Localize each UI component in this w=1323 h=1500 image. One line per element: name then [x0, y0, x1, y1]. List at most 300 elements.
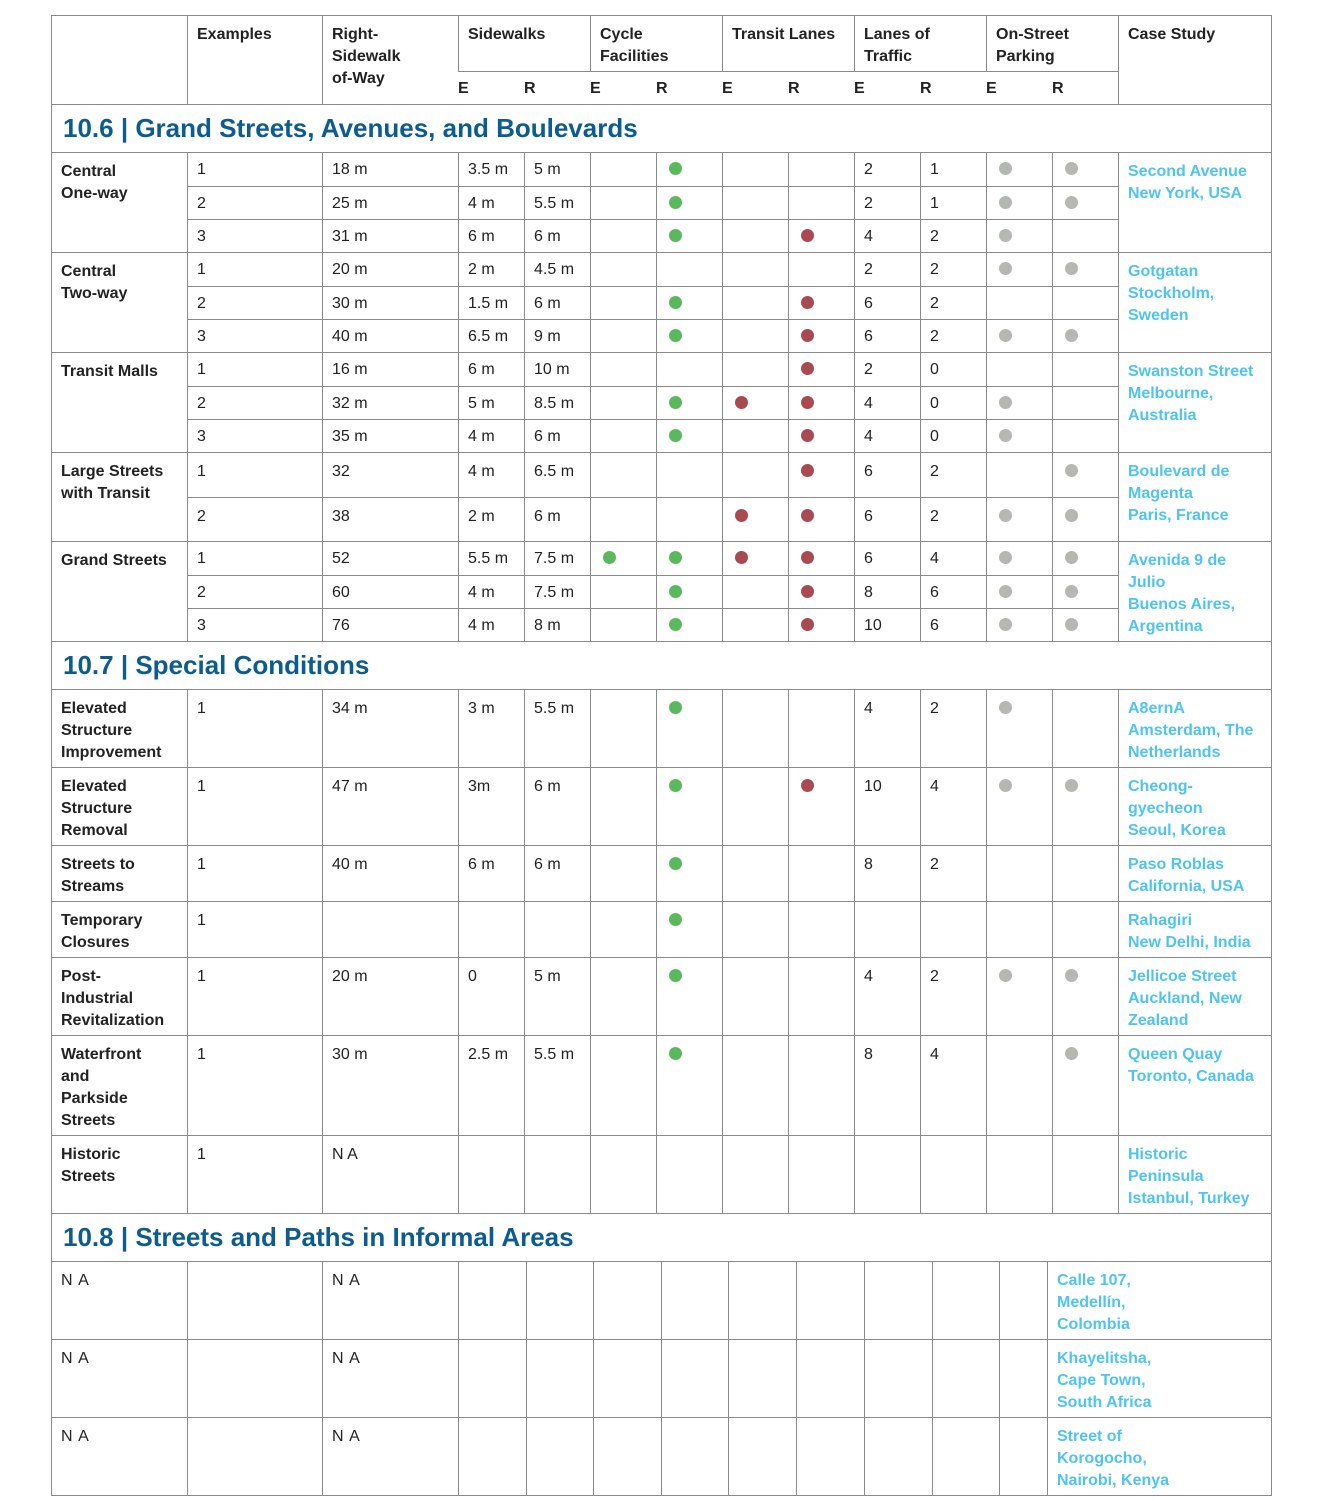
cell-pk-r	[1052, 846, 1118, 901]
cell-pk-e	[986, 319, 1052, 352]
cell-ln-e: 6	[854, 542, 920, 575]
cell-tr-e	[722, 419, 788, 452]
cell-empty	[932, 1418, 999, 1495]
cell-sw-r: 6 m	[524, 419, 590, 452]
case-study-link[interactable]: Calle 107, Medellín, Colombia	[1047, 1262, 1202, 1339]
cell-sw-e: 6.5 m	[458, 319, 524, 352]
cell-row: 35 m	[322, 419, 458, 452]
street-type-label: Central One-way	[61, 163, 128, 202]
cell-tr-r	[788, 497, 854, 541]
cell-empty	[999, 1418, 1047, 1495]
case-study-link[interactable]: Jellicoe Street Auckland, New Zealand	[1118, 958, 1273, 1035]
cell-pk-e	[986, 153, 1052, 186]
cell-sw-r: 5 m	[524, 153, 590, 186]
cell-pk-r	[1052, 453, 1118, 497]
cell-sw-r: 7.5 m	[524, 575, 590, 608]
cell-sw-e: 6 m	[458, 219, 524, 252]
cell-empty	[661, 1418, 728, 1495]
cell-ln-e: 6	[854, 319, 920, 352]
gray-dot-icon	[1065, 551, 1078, 564]
red-dot-icon	[801, 429, 814, 442]
street-type-label: Temporary Closures	[61, 912, 143, 951]
cell-sw-r: 4.5 m	[524, 253, 590, 286]
cell-tr-r	[788, 319, 854, 352]
red-dot-icon	[801, 396, 814, 409]
cell-pk-e	[986, 453, 1052, 497]
cell-sw-e: 4 m	[458, 419, 524, 452]
street-type-label: N A	[61, 1428, 90, 1445]
cell-cy-r	[656, 542, 722, 575]
red-dot-icon	[735, 396, 748, 409]
header-redesigned: R	[1052, 71, 1118, 104]
gray-dot-icon	[1065, 779, 1078, 792]
case-study-link[interactable]: Queen Quay Toronto, Canada	[1118, 1036, 1273, 1135]
cell-pk-r	[1052, 319, 1118, 352]
green-dot-icon	[669, 701, 682, 714]
cell-cy-e	[590, 608, 656, 641]
cell-empty	[796, 1418, 864, 1495]
cell-cy-r	[656, 575, 722, 608]
green-dot-icon	[669, 229, 682, 242]
cell-pk-e	[986, 353, 1052, 386]
cell-row: N A	[322, 1418, 458, 1495]
red-dot-icon	[801, 296, 814, 309]
cell-empty	[864, 1418, 932, 1495]
cell-cy-e	[590, 1036, 656, 1135]
cell-cy-e	[590, 453, 656, 497]
green-dot-icon	[669, 396, 682, 409]
cell-ex: 1	[187, 353, 322, 386]
street-type-label: Grand Streets	[61, 552, 167, 569]
cell-cy-r	[656, 419, 722, 452]
header-on-street-parking: On-Street Parking	[986, 16, 1118, 71]
cell-sw-e: 5.5 m	[458, 542, 524, 575]
cell-cy-r	[656, 186, 722, 219]
cell-cy-e	[590, 353, 656, 386]
cell-cy-e	[590, 219, 656, 252]
case-study-link[interactable]: Gotgatan Stockholm, Sweden	[1118, 253, 1273, 352]
cell-empty	[728, 1262, 796, 1339]
cell-empty	[593, 1340, 661, 1417]
cell-ln-e: 2	[854, 353, 920, 386]
cell-tr-e	[722, 768, 788, 845]
cell-pk-e	[986, 542, 1052, 575]
cell-tr-e	[722, 186, 788, 219]
cell-pk-r	[1052, 253, 1118, 286]
gray-dot-icon	[1065, 618, 1078, 631]
gray-dot-icon	[1065, 329, 1078, 342]
gray-dot-icon	[999, 701, 1012, 714]
cell-ex: 1	[187, 958, 322, 1035]
red-dot-icon	[801, 464, 814, 477]
cell-tr-r	[788, 253, 854, 286]
cell-tr-e	[722, 286, 788, 319]
green-dot-icon	[669, 913, 682, 926]
cell-pk-r	[1052, 386, 1118, 419]
cell-ln-r: 1	[920, 186, 986, 219]
cell-cy-e	[590, 768, 656, 845]
cell-tr-e	[722, 497, 788, 541]
cell-pk-e	[986, 253, 1052, 286]
cell-pk-r	[1052, 958, 1118, 1035]
cell-ln-r: 6	[920, 608, 986, 641]
header-redesigned: R	[524, 71, 590, 104]
cell-sw-e: 4 m	[458, 186, 524, 219]
case-study-link[interactable]: Swanston Street Melbourne, Australia	[1118, 353, 1273, 452]
case-study-link[interactable]: Avenida 9 de Julio Buenos Aires, Argentina	[1118, 542, 1273, 641]
cell-row: 20 m	[322, 958, 458, 1035]
cell-sw-r: 8.5 m	[524, 386, 590, 419]
cell-ex: 3	[187, 319, 322, 352]
cell-cy-e	[590, 958, 656, 1035]
cell-sw-r: 6 m	[524, 286, 590, 319]
cell-sw-e: 0	[458, 958, 524, 1035]
cell-tr-e	[722, 253, 788, 286]
cell-tr-r	[788, 768, 854, 845]
cell-tr-r	[788, 958, 854, 1035]
cell-ln-r: 2	[920, 690, 986, 767]
cell-ln-r: 2	[920, 319, 986, 352]
cell-empty	[458, 1340, 526, 1417]
cell-cy-e	[590, 286, 656, 319]
header-existing: E	[986, 71, 1052, 104]
cell-pk-e	[986, 1036, 1052, 1135]
group	[52, 541, 1271, 641]
cell-tr-e	[722, 153, 788, 186]
street-type-label: Transit Malls	[61, 363, 158, 380]
cell-sw-r: 6 m	[524, 219, 590, 252]
case-study-link[interactable]: Second Avenue New York, USA	[1118, 153, 1273, 252]
cell-tr-r	[788, 453, 854, 497]
green-dot-icon	[669, 551, 682, 564]
cell-cy-e	[590, 186, 656, 219]
cell-row: 38	[322, 497, 458, 541]
cell-pk-r	[1052, 902, 1118, 957]
cell-ln-e: 4	[854, 690, 920, 767]
cell-ex: 1	[187, 453, 322, 497]
cell-row: 40 m	[322, 846, 458, 901]
group	[52, 252, 1271, 352]
cell-row: 32 m	[322, 386, 458, 419]
cell-cy-e	[590, 253, 656, 286]
red-dot-icon	[801, 509, 814, 522]
gray-dot-icon	[1065, 196, 1078, 209]
header-redesigned: R	[788, 71, 854, 104]
cell-cy-r	[656, 386, 722, 419]
street-type-label: Post- Industrial Revitalization	[61, 968, 165, 1029]
street-type-label: Historic Streets	[61, 1146, 121, 1185]
cell-tr-e	[722, 846, 788, 901]
cell-sw-e: 4 m	[458, 453, 524, 497]
cell-sw-e	[458, 902, 524, 957]
street-type-label: Waterfront and Parkside Streets	[61, 1046, 142, 1129]
cell-cy-r	[656, 1036, 722, 1135]
gray-dot-icon	[999, 429, 1012, 442]
cell-cy-r	[656, 902, 722, 957]
cell-tr-e	[722, 542, 788, 575]
green-dot-icon	[669, 296, 682, 309]
cell-ex: 1	[187, 768, 322, 845]
cell-row: 25 m	[322, 186, 458, 219]
group	[52, 352, 1271, 452]
cell-row: N A	[322, 1262, 458, 1339]
gray-dot-icon	[999, 329, 1012, 342]
cell-sw-r	[524, 1136, 590, 1213]
cell-ln-e	[854, 902, 920, 957]
cell-cy-r	[656, 453, 722, 497]
cell-cy-e	[590, 542, 656, 575]
cell-tr-r	[788, 1136, 854, 1213]
cell-empty	[932, 1340, 999, 1417]
cell-ex: 2	[187, 186, 322, 219]
table-row	[52, 1135, 1271, 1213]
cell-ln-e: 8	[854, 575, 920, 608]
cell-cy-r	[656, 690, 722, 767]
cell-tr-e	[722, 1036, 788, 1135]
cell-ln-e: 8	[854, 846, 920, 901]
cell-tr-e	[722, 453, 788, 497]
case-study-link[interactable]: Cheong- gyecheon Seoul, Korea	[1118, 768, 1273, 845]
cell-sw-r: 5.5 m	[524, 1036, 590, 1135]
cell-empty	[593, 1262, 661, 1339]
gray-dot-icon	[1065, 509, 1078, 522]
cell-empty	[661, 1340, 728, 1417]
cell-row: 52	[322, 542, 458, 575]
cell-row: 76	[322, 608, 458, 641]
cell-ln-e: 10	[854, 608, 920, 641]
cell-row	[322, 902, 458, 957]
cell-pk-r	[1052, 497, 1118, 541]
table-row	[52, 845, 1271, 901]
cell-cy-e	[590, 902, 656, 957]
gray-dot-icon	[999, 262, 1012, 275]
cell-ln-e: 4	[854, 219, 920, 252]
cell-ex: 2	[187, 286, 322, 319]
cell-tr-r	[788, 575, 854, 608]
cell-tr-r	[788, 690, 854, 767]
cell-empty	[526, 1262, 593, 1339]
cell-sw-e: 3.5 m	[458, 153, 524, 186]
cell-ln-e: 4	[854, 419, 920, 452]
cell-row: 16 m	[322, 353, 458, 386]
header-lanes-of-traffic: Lanes of Traffic	[854, 16, 986, 71]
cell-ln-r: 2	[920, 253, 986, 286]
cell-tr-e	[722, 690, 788, 767]
cell-tr-e	[722, 608, 788, 641]
cell-tr-r	[788, 386, 854, 419]
cell-empty	[864, 1262, 932, 1339]
case-study-link[interactable]: Boulevard de Magenta Paris, France	[1118, 453, 1273, 541]
header-redesigned: R	[920, 71, 986, 104]
header-cycle-facilities: Cycle Facilities	[590, 16, 722, 71]
cell-ln-e: 2	[854, 253, 920, 286]
cell-cy-r	[656, 497, 722, 541]
cell-sw-r: 6 m	[524, 846, 590, 901]
street-type-label: Streets to Streams	[61, 856, 135, 895]
cell-tr-r	[788, 286, 854, 319]
case-study-link[interactable]: Historic Peninsula Istanbul, Turkey	[1118, 1136, 1273, 1213]
cell-pk-e	[986, 958, 1052, 1035]
cell-tr-r	[788, 1036, 854, 1135]
table-header	[52, 16, 1271, 104]
cell-ex: 3	[187, 419, 322, 452]
cell-tr-r	[788, 608, 854, 641]
cell-sw-r: 5.5 m	[524, 186, 590, 219]
case-study-link[interactable]: Rahagiri New Delhi, India	[1118, 902, 1273, 957]
case-study-link[interactable]: Paso Roblas California, USA	[1118, 846, 1273, 901]
red-dot-icon	[801, 362, 814, 375]
cell-sw-e: 3m	[458, 768, 524, 845]
cell-ex: 1	[187, 690, 322, 767]
cell-ex: 1	[187, 1036, 322, 1135]
cell-pk-e	[986, 608, 1052, 641]
cell-row: 20 m	[322, 253, 458, 286]
cell-empty	[593, 1418, 661, 1495]
cell-ex	[187, 1340, 322, 1417]
cell-ln-r: 4	[920, 768, 986, 845]
cell-tr-r	[788, 153, 854, 186]
cell-cy-r	[656, 768, 722, 845]
cell-ln-r: 4	[920, 542, 986, 575]
green-dot-icon	[669, 857, 682, 870]
cell-cy-r	[656, 958, 722, 1035]
cell-empty	[796, 1340, 864, 1417]
cell-ln-r: 0	[920, 419, 986, 452]
cell-empty	[932, 1262, 999, 1339]
cell-sw-r: 10 m	[524, 353, 590, 386]
cell-cy-e	[590, 153, 656, 186]
case-study-link[interactable]: Street of Korogocho, Nairobi, Kenya	[1047, 1418, 1202, 1495]
gray-dot-icon	[999, 618, 1012, 631]
red-dot-icon	[801, 779, 814, 792]
cell-pk-r	[1052, 219, 1118, 252]
cell-ln-r	[920, 902, 986, 957]
green-dot-icon	[669, 329, 682, 342]
cell-row: 40 m	[322, 319, 458, 352]
cell-row: 30 m	[322, 286, 458, 319]
cell-pk-r	[1052, 575, 1118, 608]
cell-ex: 3	[187, 608, 322, 641]
cell-empty	[728, 1418, 796, 1495]
cell-sw-e: 4 m	[458, 608, 524, 641]
cell-pk-r	[1052, 542, 1118, 575]
cell-tr-r	[788, 186, 854, 219]
cell-row: 60	[322, 575, 458, 608]
cell-tr-e	[722, 219, 788, 252]
cell-ln-r	[920, 1136, 986, 1213]
cell-empty	[728, 1340, 796, 1417]
header-sidewalks: Sidewalks	[458, 16, 590, 71]
street-design-table	[51, 15, 1272, 1496]
table-row	[52, 1339, 1271, 1417]
cell-cy-e	[590, 846, 656, 901]
section-title: 10.6 | Grand Streets, Avenues, and Boulevards	[52, 104, 1271, 152]
gray-dot-icon	[999, 779, 1012, 792]
case-study-link[interactable]: Khayelitsha, Cape Town, South Africa	[1047, 1340, 1202, 1417]
cell-sw-e: 6 m	[458, 353, 524, 386]
green-dot-icon	[603, 551, 616, 564]
gray-dot-icon	[1065, 585, 1078, 598]
red-dot-icon	[801, 618, 814, 631]
cell-ex: 2	[187, 575, 322, 608]
table-row	[52, 767, 1271, 845]
header-existing: E	[722, 71, 788, 104]
table-row	[52, 1261, 1271, 1339]
cell-empty	[526, 1340, 593, 1417]
green-dot-icon	[669, 1047, 682, 1060]
cell-ex: 1	[187, 1136, 322, 1213]
cell-pk-e	[986, 1136, 1052, 1213]
cell-cy-e	[590, 386, 656, 419]
street-type-label: Elevated Structure Removal	[61, 778, 133, 839]
gray-dot-icon	[1065, 969, 1078, 982]
cell-sw-e: 5 m	[458, 386, 524, 419]
gray-dot-icon	[999, 162, 1012, 175]
red-dot-icon	[801, 551, 814, 564]
cell-ln-e: 6	[854, 453, 920, 497]
section-title: 10.8 | Streets and Paths in Informal Areas	[52, 1213, 1271, 1261]
cell-row: 18 m	[322, 153, 458, 186]
gray-dot-icon	[999, 585, 1012, 598]
cell-sw-r: 6 m	[524, 768, 590, 845]
green-dot-icon	[669, 162, 682, 175]
cell-ex: 1	[187, 542, 322, 575]
cell-ln-r: 6	[920, 575, 986, 608]
cell-sw-r: 9 m	[524, 319, 590, 352]
cell-cy-r	[656, 1136, 722, 1213]
case-study-link[interactable]: A8ernA Amsterdam, The Netherlands	[1118, 690, 1273, 767]
cell-pk-e	[986, 846, 1052, 901]
cell-ln-r: 2	[920, 286, 986, 319]
cell-row: N A	[322, 1136, 458, 1213]
cell-tr-e	[722, 902, 788, 957]
green-dot-icon	[669, 969, 682, 982]
cell-tr-e	[722, 575, 788, 608]
gray-dot-icon	[999, 196, 1012, 209]
cell-ln-r: 2	[920, 453, 986, 497]
green-dot-icon	[669, 429, 682, 442]
cell-ex: 3	[187, 219, 322, 252]
red-dot-icon	[801, 329, 814, 342]
cell-pk-e	[986, 419, 1052, 452]
cell-ln-e: 10	[854, 768, 920, 845]
cell-cy-r	[656, 286, 722, 319]
cell-empty	[458, 1262, 526, 1339]
cell-ln-e: 2	[854, 186, 920, 219]
cell-pk-e	[986, 219, 1052, 252]
cell-cy-r	[656, 219, 722, 252]
group	[52, 452, 1271, 541]
cell-pk-e	[986, 186, 1052, 219]
gray-dot-icon	[999, 396, 1012, 409]
cell-empty	[661, 1262, 728, 1339]
cell-pk-e	[986, 286, 1052, 319]
cell-ln-e	[854, 1136, 920, 1213]
gray-dot-icon	[999, 551, 1012, 564]
cell-ln-r: 1	[920, 153, 986, 186]
cell-tr-r	[788, 542, 854, 575]
header-redesigned: R	[656, 71, 722, 104]
cell-row: 47 m	[322, 768, 458, 845]
cell-cy-e	[590, 690, 656, 767]
cell-ex: 1	[187, 846, 322, 901]
cell-pk-e	[986, 690, 1052, 767]
green-dot-icon	[669, 196, 682, 209]
cell-pk-e	[986, 902, 1052, 957]
cell-ln-r: 2	[920, 219, 986, 252]
cell-cy-e	[590, 419, 656, 452]
table-row	[52, 1035, 1271, 1135]
